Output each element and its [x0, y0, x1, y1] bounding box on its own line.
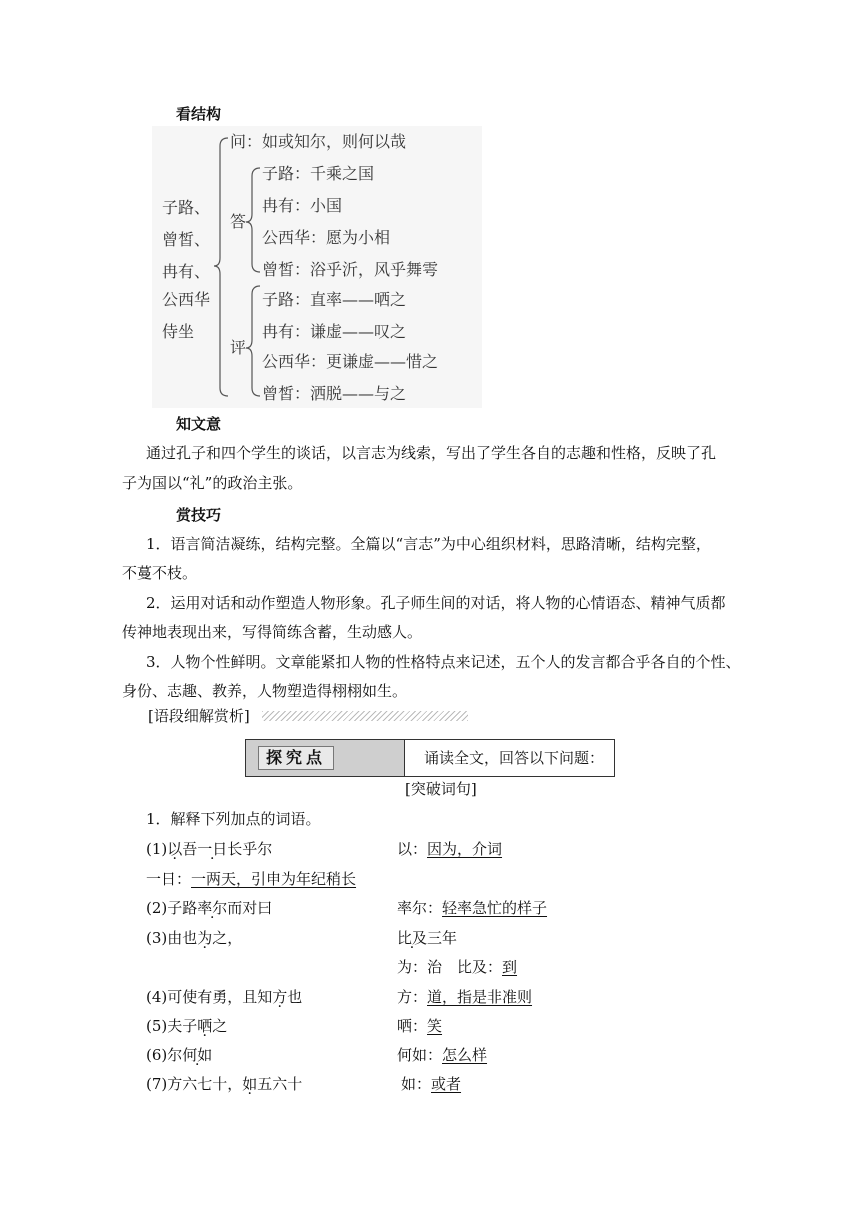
item-4: (4)可使有勇，且知方也	[146, 988, 303, 1006]
item-7: (7)方六七十，如五六十	[146, 1075, 303, 1093]
answer-7: 如：或者	[401, 1075, 462, 1093]
technique-line: 身份、志趣、教养，人物塑造得栩栩如生。	[122, 682, 408, 700]
comment-line: 子路：直率——哂之	[262, 290, 407, 309]
answer-5: 哂：笑	[397, 1017, 443, 1035]
meaning-text: 子为国以“礼”的政治主张。	[122, 474, 303, 492]
breakthrough-label: [突破词句]	[405, 780, 477, 798]
answer-line: 曾皙：浴乎沂，风乎舞雩	[262, 260, 439, 279]
explore-cell	[246, 740, 405, 776]
answer-1: 以：因为，介词	[397, 840, 503, 858]
heading-meaning: 知文意	[176, 415, 222, 433]
technique-line: 3．人物个性鲜明。文章能紧扣人物的性格特点来记述，五个人的发言都合乎各自的个性、	[146, 653, 741, 671]
heading-technique: 赏技巧	[176, 506, 222, 524]
root-line: 子路、	[162, 198, 211, 217]
answer-label: 答	[230, 212, 247, 231]
ask-line: 问：如或知尔，则何以哉	[230, 132, 407, 151]
explore-tag: 探究点	[258, 746, 334, 770]
section-label: [语段细解赏析]	[148, 707, 250, 725]
answer-3: 为：治 比及：到	[397, 958, 518, 976]
item-3: (3)由也为之，	[146, 929, 243, 947]
root-line: 冉有、	[162, 262, 211, 281]
technique-line: 传神地表现出来，写得简练含蓄，生动感人。	[122, 623, 423, 641]
item-5: (5)夫子哂之	[146, 1017, 228, 1035]
structure-diagram	[152, 126, 482, 408]
heading-structure: 看结构	[176, 105, 222, 123]
explore-text: 诵读全文，回答以下问题：	[424, 749, 605, 767]
answer-line: 冉有：小国	[262, 196, 343, 215]
technique-line: 1．语言简洁凝练，结构完整。全篇以“言志”为中心组织材料，思路清晰，结构完整，	[146, 535, 711, 553]
item-3-continued: 比及三年	[397, 929, 458, 947]
comment-label: 评	[230, 338, 247, 357]
item-6: (6)尔何如	[146, 1046, 213, 1064]
comment-line: 曾皙：洒脱——与之	[262, 384, 407, 403]
answer-2: 率尔：轻率急忙的样子	[397, 899, 548, 917]
item-2: (2)子路率尔而对曰	[146, 899, 273, 917]
answer-line: 子路：千乘之国	[262, 164, 375, 183]
root-line: 曾皙、	[162, 230, 211, 249]
question: 1．解释下列加点的词语。	[146, 810, 321, 828]
hatch-decoration	[262, 711, 468, 721]
technique-line: 不蔓不枝。	[122, 564, 198, 582]
meaning-text: 通过孔子和四个学生的谈话，以言志为线索，写出了学生各自的志趣和性格，反映了孔	[146, 444, 717, 462]
answer-6: 何如：怎么样	[397, 1046, 488, 1064]
answer-line: 公西华：愿为小相	[262, 228, 391, 247]
answer-4: 方：道，指是非准则	[397, 988, 533, 1006]
root-line: 侍坐	[162, 322, 195, 341]
comment-line: 公西华：更谦虚——惜之	[262, 352, 439, 371]
answer-1b: 一日：一两天，引申为年纪稍长	[146, 870, 357, 888]
explore-table	[245, 739, 615, 777]
comment-line: 冉有：谦虚——叹之	[262, 322, 407, 341]
item-1: (1)以吾一日长乎尔	[146, 840, 273, 858]
technique-line: 2．运用对话和动作塑造人物形象。孔子师生间的对话，将人物的心情语态、精神气质都	[146, 594, 726, 612]
root-line: 公西华	[162, 290, 211, 309]
